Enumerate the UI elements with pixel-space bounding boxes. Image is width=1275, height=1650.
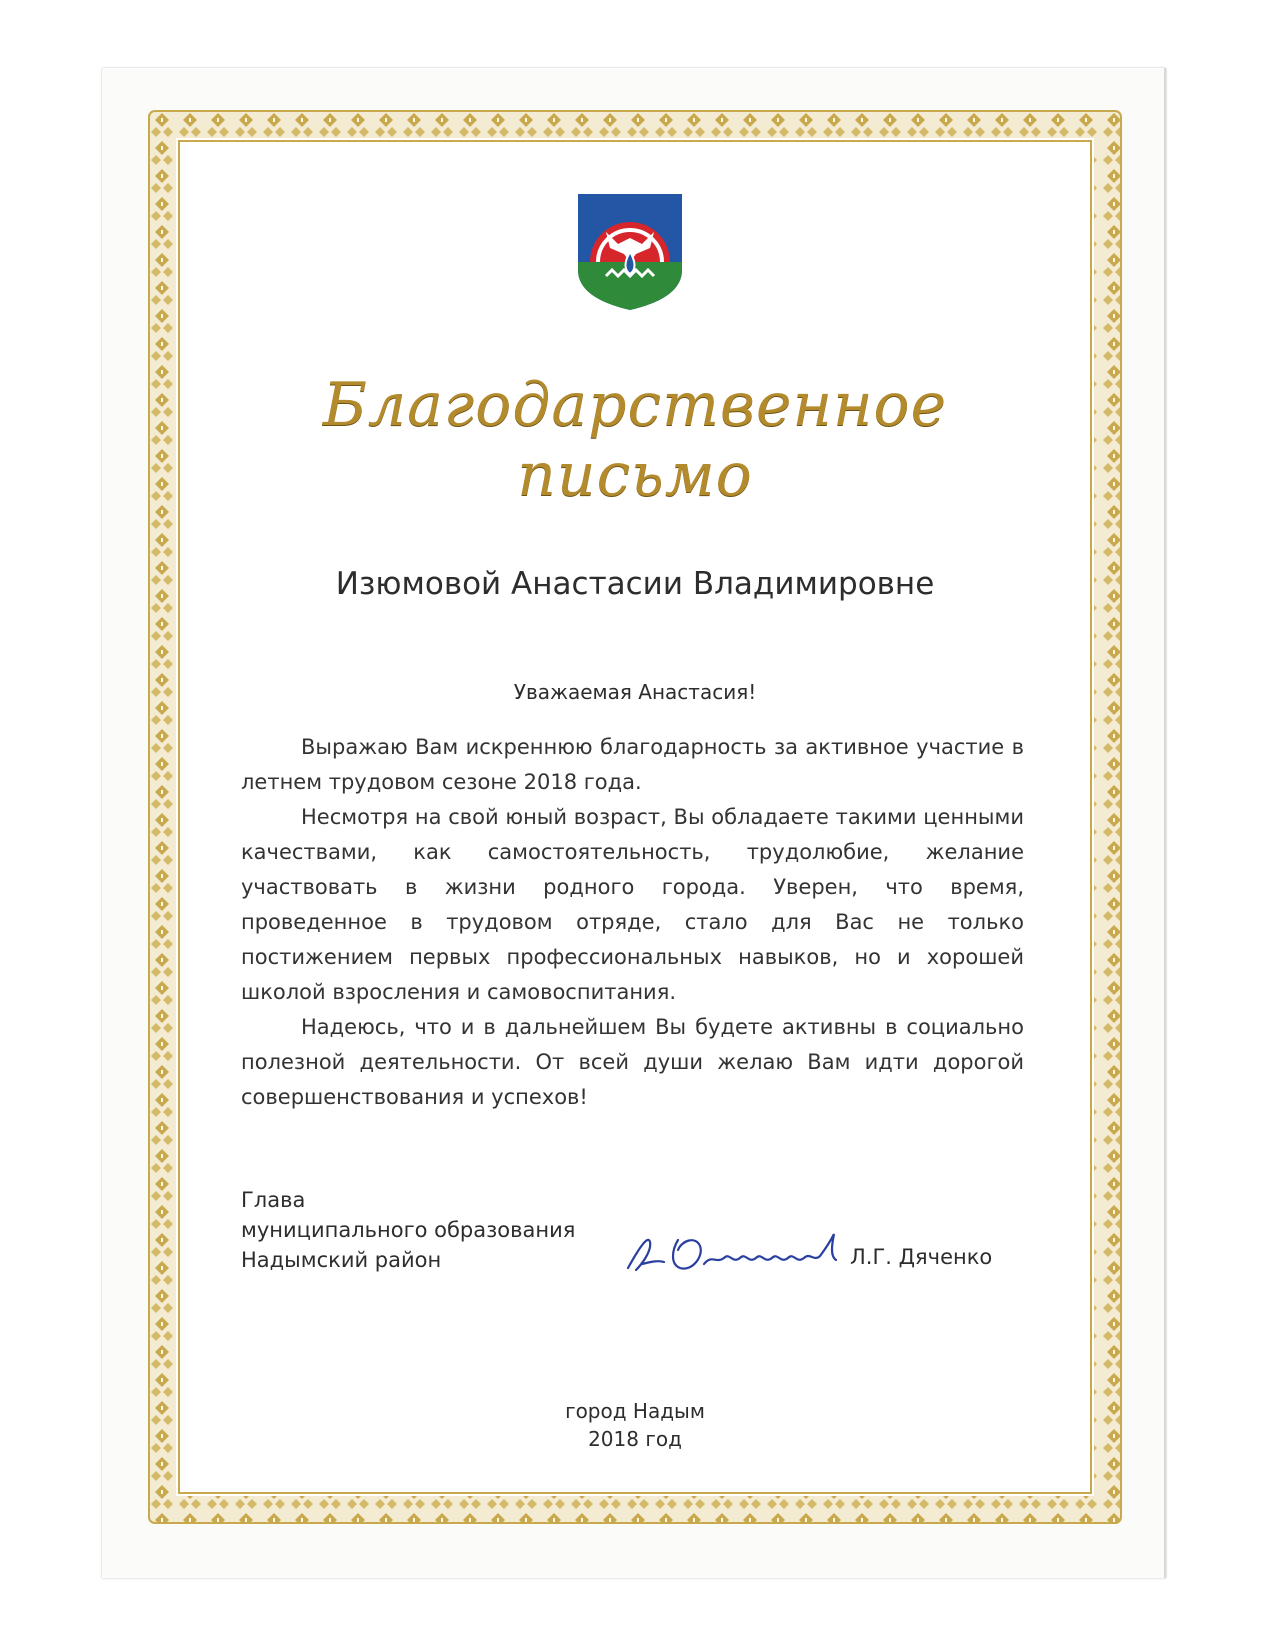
- paragraph-1: Выражаю Вам искреннюю благодарность за активное участие в летнем трудовом сезоне 2018 года.: [241, 735, 1024, 794]
- paragraph-2: Несмотря на свой юный возраст, Вы обладаете такими ценными качествами, как самостоятельность, трудолюбие, желание участвовать в жизни родного города. Уверен, что время, проведенное в трудовом отряде, стало для Вас не только постижением первых профессиональных навыков, но и хорошей школой взросления и самовоспитания.: [241, 805, 1024, 1004]
- signatory-line-1: Глава: [241, 1188, 306, 1212]
- handwritten-signature: [620, 1220, 855, 1285]
- signatory-line-3: Надымский район: [241, 1248, 442, 1272]
- greeting: Уважаемая Анастасия!: [513, 680, 757, 704]
- letter-body: [241, 730, 1024, 1115]
- signatory-title: [241, 1185, 575, 1275]
- footer-city: город Надым: [565, 1399, 705, 1423]
- coat-of-arms-emblem: [576, 192, 684, 312]
- signatory-line-2: муниципального образования: [241, 1218, 576, 1242]
- paragraph-3: Надеюсь, что и в дальнейшем Вы будете активны в социально полезной деятельности. От всей души желаю Вам идти дорогой совершенствования и успехов!: [241, 1015, 1024, 1109]
- letter-title-line1: Благодарственное: [322, 370, 948, 440]
- letter-title-line2: письмо: [517, 440, 753, 510]
- footer-year: 2018 год: [588, 1427, 682, 1451]
- signatory-name: Л.Г. Дяченко: [850, 1245, 993, 1269]
- recipient-name: Изюмовой Анастасии Владимировне: [335, 566, 935, 602]
